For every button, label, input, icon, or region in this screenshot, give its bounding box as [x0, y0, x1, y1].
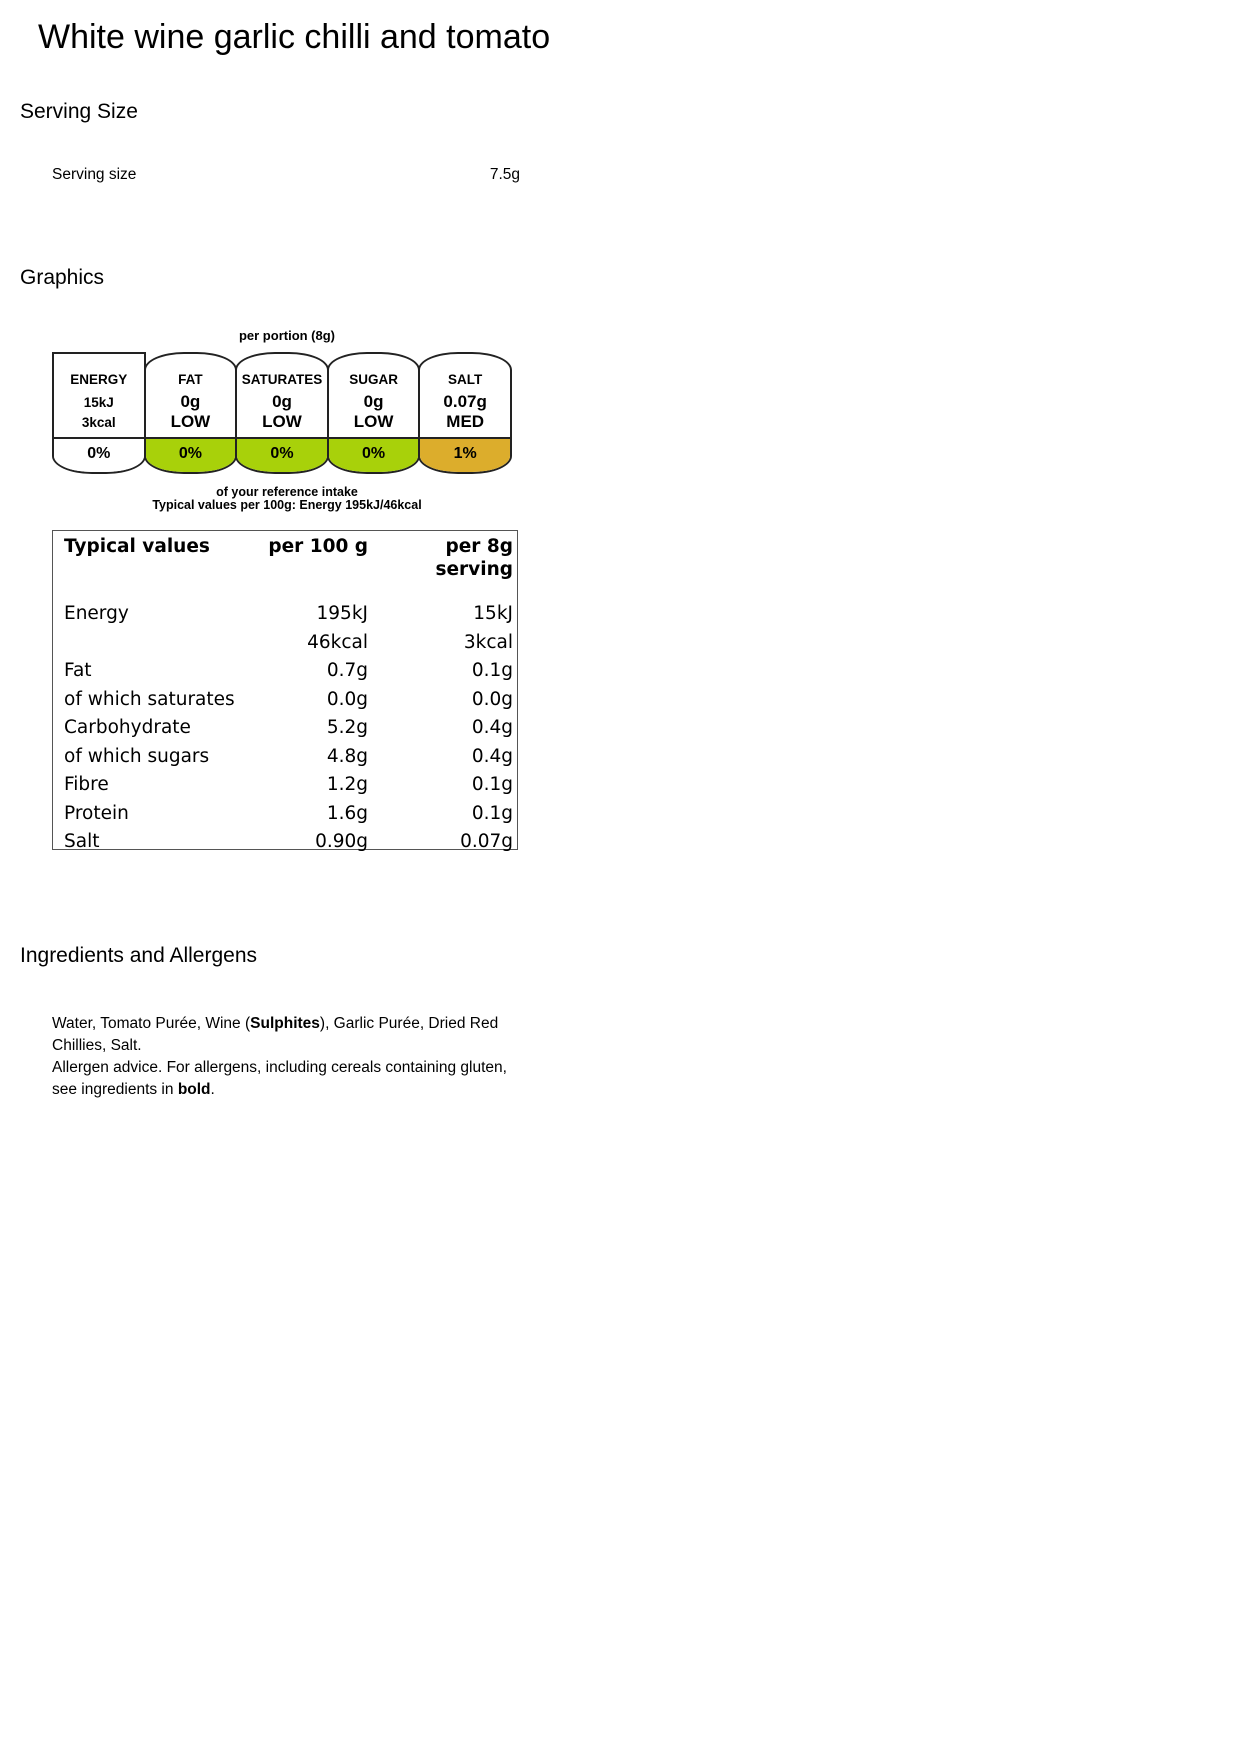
traffic-cell-percent: 0% — [329, 439, 419, 472]
traffic-cell-percent: 0% — [237, 439, 327, 472]
serving-size-label: Serving size — [52, 166, 137, 183]
table-row — [53, 713, 517, 742]
table-row — [53, 656, 517, 685]
table-header-per100: per 100 g — [268, 536, 368, 557]
ingredients-heading: Ingredients and Allergens — [20, 944, 257, 967]
typical-values-note: Typical values per 100g: Energy 195kJ/46kcal — [152, 498, 422, 512]
table-row — [53, 628, 517, 657]
traffic-light-cells — [52, 352, 520, 474]
value-per-serving: 0.07g — [460, 831, 513, 852]
value-per-serving: 15kJ — [473, 603, 513, 624]
value-per-serving: 0.1g — [471, 802, 513, 824]
reference-intake-note: of your reference intake — [216, 485, 358, 499]
table-row — [53, 742, 517, 771]
allergen-bold: Sulphites — [250, 1015, 320, 1032]
nutrient-name: Salt — [64, 831, 100, 852]
value-per-100g: 5.2g — [326, 717, 368, 738]
table-header-perserving-line1: per 8g — [445, 536, 513, 557]
nutrient-name: Energy — [64, 603, 129, 624]
nutrition-table — [52, 530, 518, 850]
traffic-cell-amount: 0g — [272, 392, 292, 411]
serving-size-value: 7.5g — [489, 166, 520, 183]
traffic-cell-name: ENERGY — [70, 372, 128, 387]
allergen-advice: Allergen advice. For allergens, including cereals containing gluten, see ingredients in bold. — [52, 1059, 507, 1098]
value-per-serving: 3kcal — [463, 631, 513, 653]
table-row — [53, 827, 517, 856]
graphics-heading: Graphics — [20, 266, 105, 289]
traffic-cell-name: SUGAR — [349, 372, 398, 387]
traffic-cell-name: SALT — [448, 372, 483, 387]
page-title: White wine garlic chilli and tomato — [38, 18, 551, 56]
value-per-serving: 0.0g — [471, 688, 513, 710]
value-per-100g: 0.90g — [315, 831, 368, 852]
ingredients-list: Water, Tomato Purée, Wine (Sulphites), Garlic Purée, Dried Red Chillies, Salt. — [52, 1015, 499, 1054]
traffic-cell-energy — [52, 352, 146, 474]
value-per-100g: 0.7g — [326, 660, 368, 681]
value-per-100g: 195kJ — [316, 603, 368, 624]
traffic-cell-level: MED — [446, 412, 485, 431]
value-per-serving: 0.4g — [471, 745, 513, 767]
traffic-cell-name: FAT — [178, 372, 203, 387]
nutrient-name: Fat — [64, 660, 92, 681]
value-per-100g: 1.6g — [326, 802, 368, 824]
traffic-cell-amount: 15kJ — [83, 395, 114, 410]
traffic-cell-salt — [418, 352, 512, 474]
nutrient-name: Fibre — [64, 774, 109, 795]
traffic-cell-sugar — [327, 352, 421, 474]
value-per-serving: 0.1g — [471, 774, 513, 795]
traffic-cell-name: SATURATES — [241, 372, 323, 387]
value-per-100g: 46kcal — [307, 631, 368, 653]
table-header-perserving-line2: serving — [435, 559, 513, 580]
nutrient-name: Protein — [64, 802, 129, 824]
nutrient-name: of which sugars — [64, 745, 210, 767]
value-per-100g: 4.8g — [326, 745, 368, 767]
traffic-cell-level: LOW — [262, 412, 302, 431]
traffic-cell-saturates — [235, 352, 329, 474]
table-row — [53, 770, 517, 799]
traffic-cell-percent: 0% — [54, 439, 144, 472]
serving-size-heading: Serving Size — [20, 100, 138, 123]
traffic-cell-level: LOW — [170, 412, 211, 431]
traffic-cell-amount: 0g — [180, 392, 201, 411]
table-row — [53, 599, 517, 628]
traffic-cell-fat — [144, 352, 238, 474]
nutrient-name: of which saturates — [64, 688, 235, 710]
value-per-100g: 0.0g — [326, 688, 368, 710]
traffic-cell-percent: 1% — [420, 439, 510, 472]
traffic-light-label — [50, 328, 524, 516]
ingredients-text — [52, 1013, 522, 1101]
table-row — [53, 685, 517, 714]
per-portion-text: per portion (8g) — [238, 328, 336, 343]
table-header-perserving — [436, 535, 514, 581]
traffic-cell-level: LOW — [353, 412, 394, 431]
traffic-cell-amount: 0g — [363, 392, 384, 411]
table-row — [53, 799, 517, 828]
traffic-cell-level: 3kcal — [81, 415, 116, 430]
table-header-typical: Typical values — [64, 536, 210, 557]
nutrient-name: Carbohydrate — [64, 717, 191, 738]
serving-size-row — [52, 166, 520, 184]
value-per-serving: 0.4g — [471, 717, 513, 738]
value-per-serving: 0.1g — [471, 660, 513, 681]
value-per-100g: 1.2g — [326, 774, 368, 795]
traffic-cell-amount: 0.07g — [443, 392, 487, 411]
traffic-cell-percent: 0% — [146, 439, 236, 472]
